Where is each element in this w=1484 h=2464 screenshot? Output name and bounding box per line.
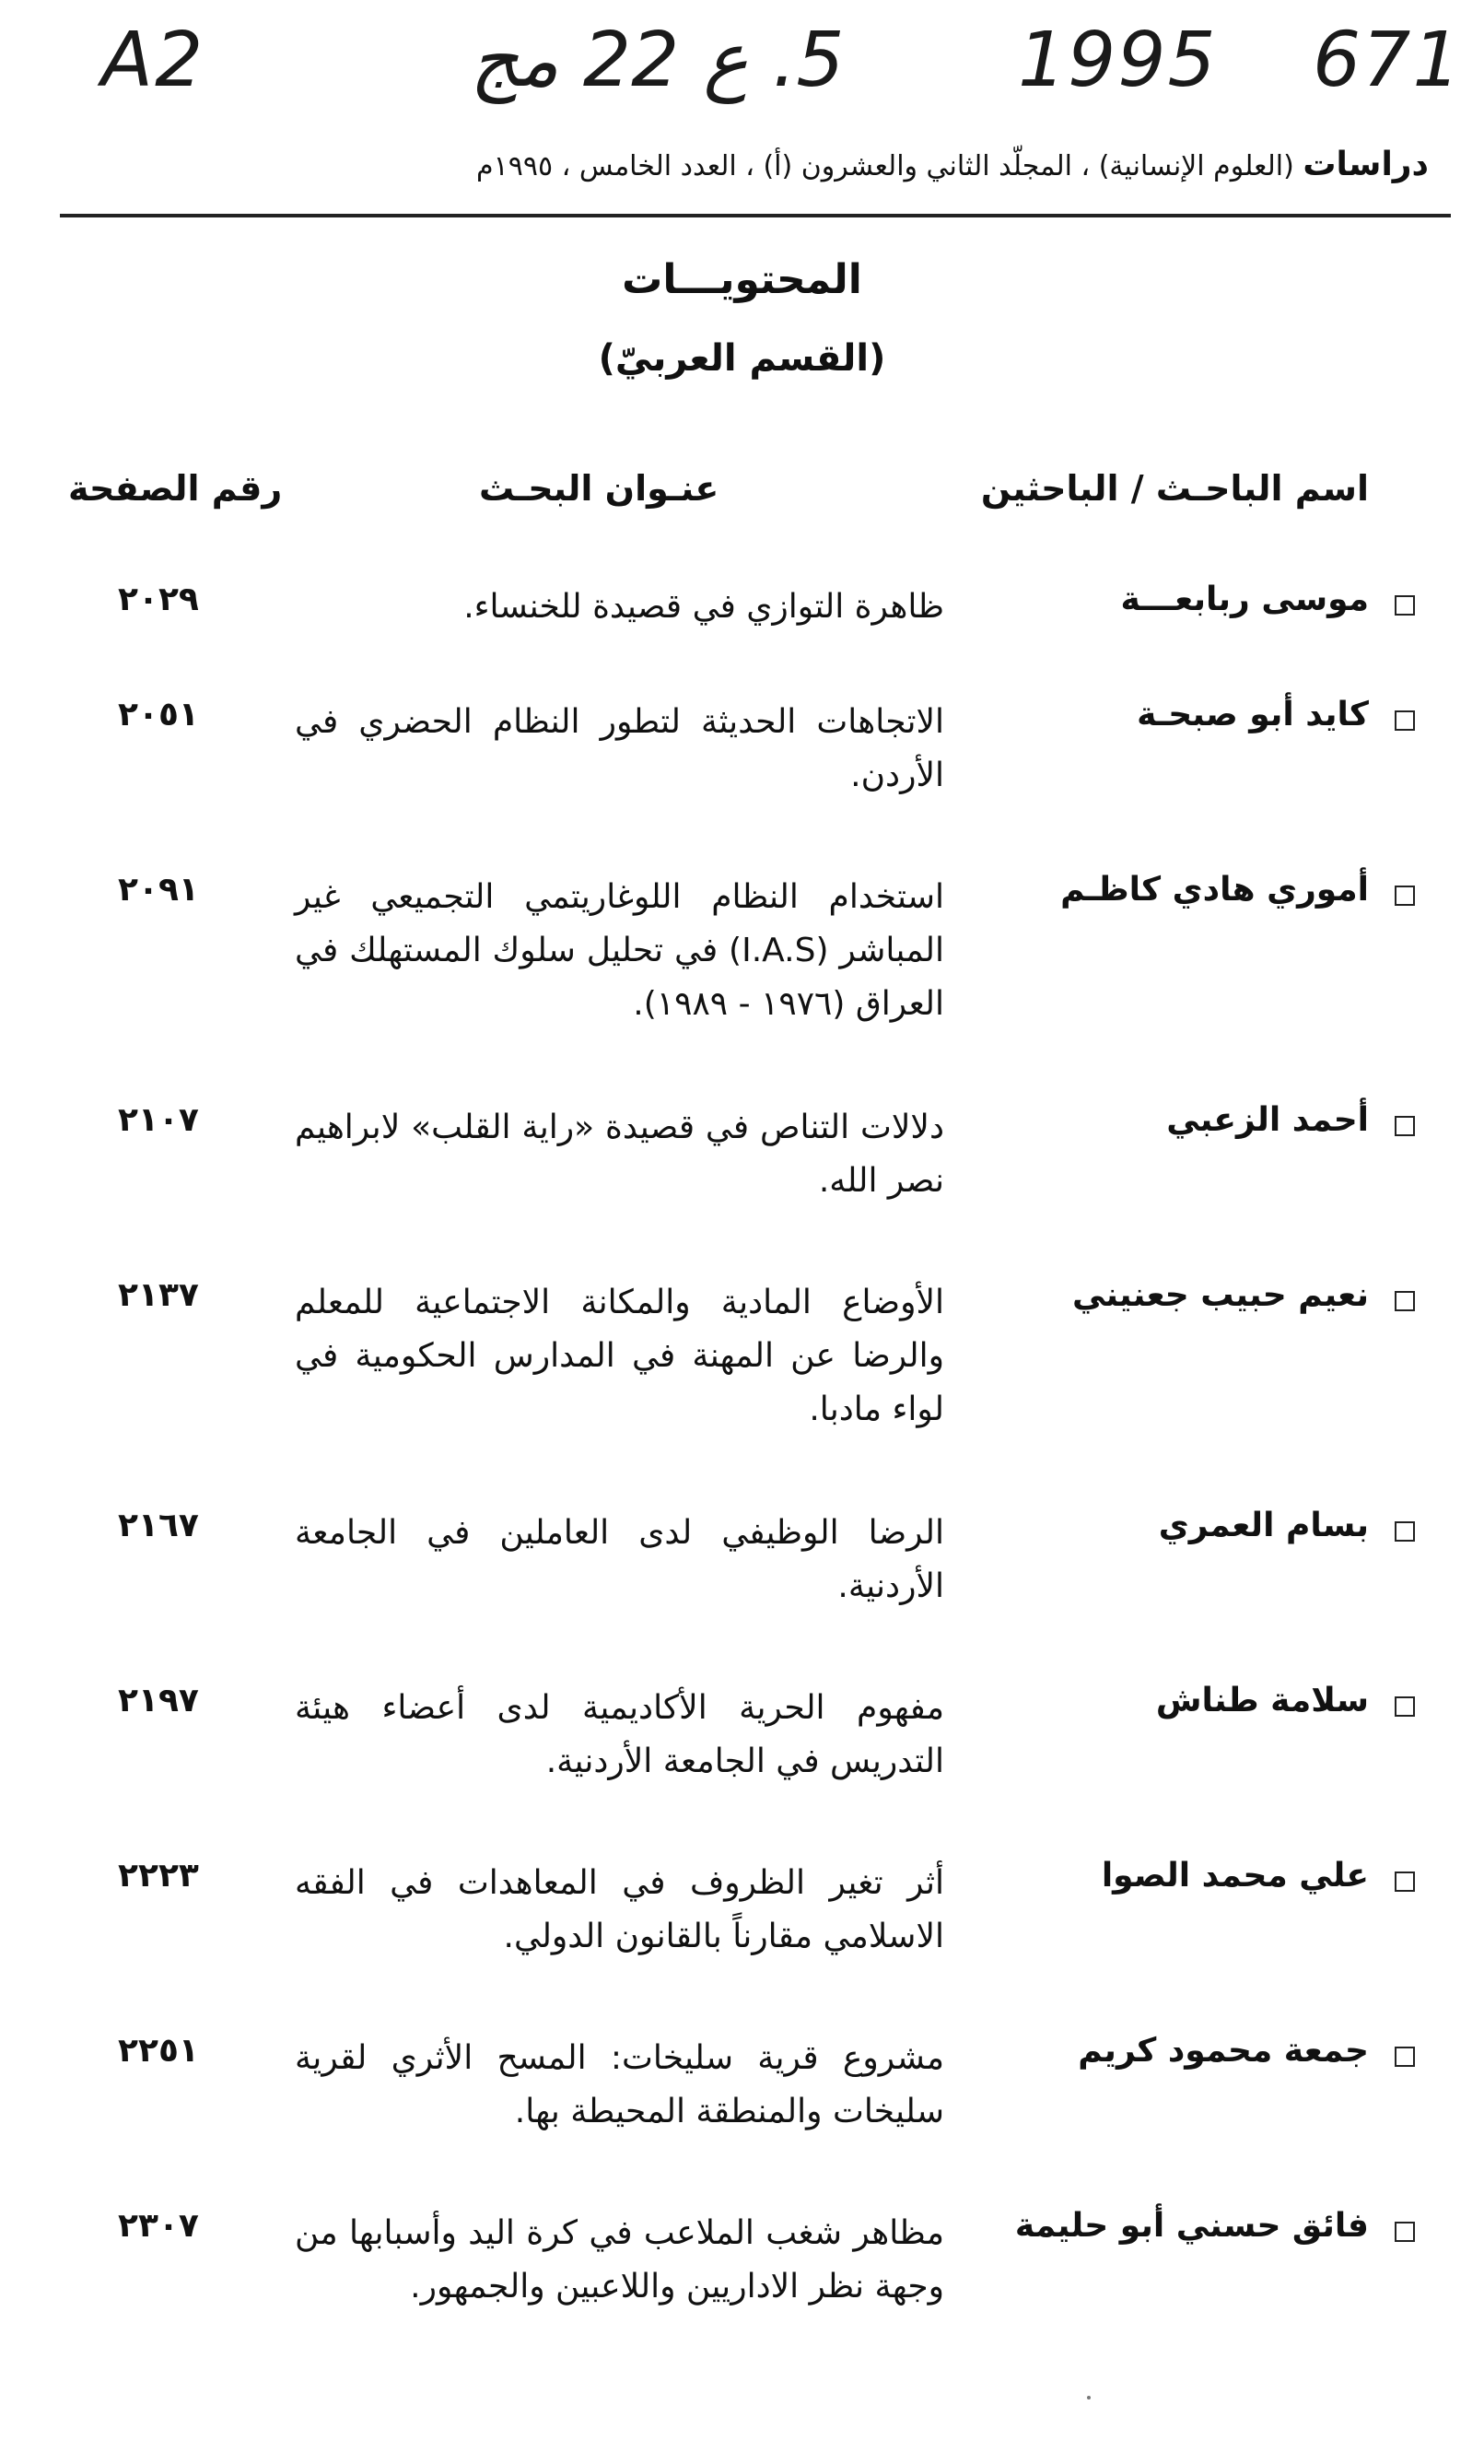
entry-author: بسام العمري xyxy=(1158,1507,1369,1544)
entry-title: دلالات التناص في قصيدة «راية القلب» لابراهيم نصر الله. xyxy=(295,1109,944,1200)
entry-author: أموري هادي كاظـم xyxy=(1060,871,1369,909)
entry-title: الرضا الوظيفي لدى العاملين في الجامعة الأردنية. xyxy=(295,1514,944,1605)
checkbox-bullet-icon xyxy=(1395,1871,1415,1892)
journal-header xyxy=(476,146,1429,183)
journal-details: (العلوم الإنسانية) ، المجلّد الثاني والعشرون (أ) ، العدد الخامس ، ١٩٩٥م xyxy=(476,150,1294,182)
entry-page: ٢١٦٧ xyxy=(118,1507,199,1544)
entry-author: سلامة طناش xyxy=(1155,1682,1369,1719)
checkbox-bullet-icon xyxy=(1395,710,1415,731)
checkbox-bullet-icon xyxy=(1395,1116,1415,1136)
entry-page: ٢٢٥١ xyxy=(118,2032,199,2070)
checkbox-bullet-icon xyxy=(1395,1521,1415,1542)
entry-author: كايد أبو صبحـة xyxy=(1137,696,1369,733)
checkbox-bullet-icon xyxy=(1395,886,1415,906)
entry-title: ظاهرة التوازي في قصيدة للخنساء. xyxy=(463,588,944,626)
checkbox-bullet-icon xyxy=(1395,2222,1415,2242)
checkbox-bullet-icon xyxy=(1395,595,1415,616)
column-header-author: اسم الباحـث / الباحثين xyxy=(980,468,1369,509)
entry-author: نعيم حبيب جعنيني xyxy=(1071,1276,1369,1314)
entry-title: الاتجاهات الحديثة لتطور النظام الحضري في الأردن. xyxy=(295,703,944,794)
entry-title: أثر تغير الظروف في المعاهدات في الفقه الاسلامي مقارناً بالقانون الدولي. xyxy=(295,1864,944,1955)
entry-author: فائق حسني أبو حليمة xyxy=(1014,2207,1369,2245)
entry-page: ٢٠٢٩ xyxy=(118,581,199,618)
column-header-title: عنـوان البحـث xyxy=(479,468,719,509)
entry-title: استخدام النظام اللوغاريتمي التجميعي غير المباشر (I.A.S) في تحليل سلوك المستهلك في العراق (١٩٧٦ - ١٩٨٩). xyxy=(295,878,944,1023)
entry-page: ٢٢٢٣ xyxy=(118,1857,199,1895)
entry-title: مفهوم الحرية الأكاديمية لدى أعضاء هيئة التدريس في الجامعة الأردنية. xyxy=(295,1689,944,1780)
entry-title: الأوضاع المادية والمكانة الاجتماعية للمعلم والرضا عن المهنة في المدارس الحكومية في لواء مادبا. xyxy=(295,1284,944,1428)
entry-page: ٢٣٠٧ xyxy=(118,2207,199,2245)
column-header-page: رقم الصفحة xyxy=(68,468,283,509)
entry-page: ٢١٠٧ xyxy=(118,1101,199,1139)
handwritten-code: A2 xyxy=(101,17,205,104)
entry-page: ٢١٩٧ xyxy=(118,1682,199,1719)
handwritten-volume-issue: 5. ع 22 مج xyxy=(470,17,845,104)
handwritten-year: 1995 xyxy=(1018,17,1218,104)
entry-author: أحمد الزعبي xyxy=(1166,1101,1369,1139)
journal-name: دراسات xyxy=(1303,146,1429,183)
entry-title: مشروع قرية سليخات: المسح الأثري لقرية سليخات والمنطقة المحيطة بها. xyxy=(295,2039,944,2130)
entry-page: ٢١٣٧ xyxy=(118,1276,199,1314)
scan-speck xyxy=(1087,2396,1091,2399)
checkbox-bullet-icon xyxy=(1395,1291,1415,1311)
header-rule xyxy=(60,214,1451,217)
checkbox-bullet-icon xyxy=(1395,1696,1415,1717)
entry-title: مظاهر شغب الملاعب في كرة اليد وأسبابها من وجهة نظر الاداريين واللاعبين والجمهور. xyxy=(295,2214,944,2306)
entry-author: موسى ربابعـــة xyxy=(1120,581,1369,618)
entry-page: ٢٠٥١ xyxy=(118,696,199,733)
entry-author: جمعة محمود كريم xyxy=(1078,2032,1369,2070)
entry-author: علي محمد الصوا xyxy=(1101,1857,1369,1895)
checkbox-bullet-icon xyxy=(1395,2047,1415,2067)
page-title: المحتويـــات xyxy=(622,256,862,303)
handwritten-number: 671 xyxy=(1313,17,1463,104)
page-subtitle: (القسم العربيّ) xyxy=(598,337,886,380)
entry-page: ٢٠٩١ xyxy=(118,871,199,909)
